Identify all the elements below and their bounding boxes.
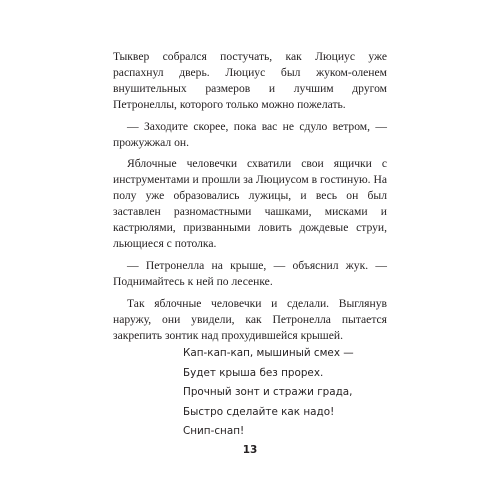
verse-line: Прочный зонт и стражи града,	[183, 386, 353, 399]
verse-block	[183, 344, 403, 442]
paragraph: Так яблочные человечки и сделали. Выглянув наружу, они увидели, как Петронелла пытается закрепить зонтик над прохудившейся крышей.	[113, 296, 387, 342]
verse-line: Быстро сделайте как надо!	[183, 405, 335, 418]
page-number: 13	[242, 444, 258, 456]
verse-line: Снип-снап!	[183, 425, 245, 438]
paragraph: — Заходите скорее, пока вас не сдуло ветром, — прожужжал он.	[113, 119, 387, 149]
paragraph: Тыквер собрался постучать, как Люциус уже распахнул дверь. Люциус был жуком-оленем внушительных размеров и лучшим другом Петронеллы, которого только можно пожелать.	[113, 50, 387, 111]
paragraph: Яблочные человечки схватили свои ящички с инструментами и прошли за Люциусом в гостиную. На полу уже образовались лужицы, и весь он был заставлен разномастными чашками, мисками и кастрюлями, призванными ловить дождевые струи, льющиеся с потолка.	[113, 157, 387, 250]
paragraph: — Петронелла на крыше, — объяснил жук. — Поднимайтесь к ней по лесенке.	[113, 258, 387, 288]
prose-body	[113, 49, 387, 349]
verse-line: Кап-кап-кап, мышиный смех —	[183, 347, 354, 359]
verse-line: Будет крыша без прорех.	[183, 366, 324, 379]
